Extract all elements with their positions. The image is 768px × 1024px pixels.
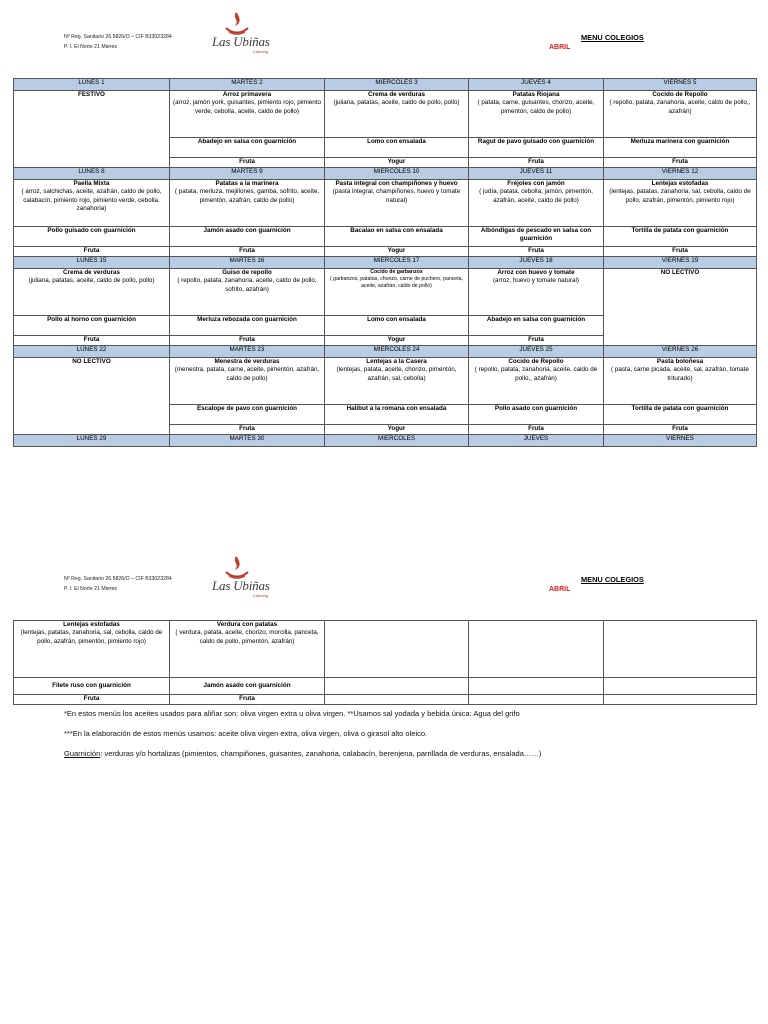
first-course-cell	[325, 358, 469, 405]
dish-ingredients: (lentejas, patatas, zanahoria, sal, cebolla, caldo de pollo, azafrán, pimentón, pimiento rojo)	[609, 188, 751, 204]
day-header: MARTES 2	[170, 79, 325, 91]
registration-info	[64, 32, 172, 52]
dish-ingredients: ( repollo, patata, zanahoria, aceite, caldo de pollo,, azafrán)	[474, 366, 598, 382]
empty-cell	[325, 621, 469, 678]
first-course-cell	[469, 91, 604, 138]
week-header-row	[14, 435, 757, 447]
dish-name: Verdura con patatas	[216, 621, 278, 628]
dessert-cell: Yogur	[325, 336, 469, 346]
dish-ingredients: ( repollo, patata, zanahoria, aceite, caldo de pollo,, azafrán)	[609, 99, 751, 115]
dish-name: Cocido de garbanzos	[370, 269, 423, 275]
first-course-cell	[469, 269, 604, 316]
dish-name: Lentejas estofadas	[651, 180, 709, 187]
dish-ingredients: ( repollo, patata, zanahoria, aceite, caldo de pollo, sofrito, azafrán)	[177, 277, 317, 293]
first-course-cell	[170, 621, 325, 678]
day-header: VIERNES	[604, 435, 757, 447]
dish-name: Lentejas estofadas	[63, 621, 120, 628]
first-course-cell	[604, 180, 757, 227]
first-course-cell	[14, 180, 170, 227]
first-course-row	[14, 91, 757, 138]
dish-ingredients: ( arroz, salchichas, aceite, azafrán, caldo de pollo, calabacín, pimiento rojo, pimiento verde, cebolla, zanahoria)	[21, 188, 162, 213]
empty-cell	[325, 678, 469, 695]
dish-name: Patatas Riojana	[512, 91, 560, 98]
dish-ingredients: ( garbanzos, patatas, chorizo, carne de puchero, panceta, aceite, azafrán, caldo de pollo)	[330, 276, 463, 289]
dessert-cell: Fruta	[170, 247, 325, 257]
dish-name: Arroz primavera	[222, 91, 272, 98]
dessert-row	[14, 695, 757, 705]
dish-name: Fréjoles con jamón	[507, 180, 565, 187]
day-header: JUEVES 25	[469, 346, 604, 358]
dessert-cell: Yogur	[325, 158, 469, 168]
day-header: MARTES 23	[170, 346, 325, 358]
first-course-cell	[14, 269, 170, 316]
dish-ingredients: ( patata, merluza, mejillones, gamba, sofrito, aceite, pimentón, azafrán, caldo de pollo)	[174, 188, 320, 204]
week-header-row	[14, 79, 757, 91]
dish-name: Lentejas a la Casera	[366, 358, 427, 365]
second-course-cell: Abadejo en salsa con guarnición	[170, 138, 325, 158]
first-course-cell	[325, 180, 469, 227]
company-logo	[212, 554, 282, 600]
dessert-cell: Yogur	[325, 247, 469, 257]
day-header: JUEVES 18	[469, 257, 604, 269]
empty-cell	[604, 678, 757, 695]
day-header: VIERNES 19	[604, 257, 757, 269]
second-course-cell: Merluza rebozada con guarnición	[170, 316, 325, 336]
second-course-cell: Jamón asado con guarnición	[170, 678, 325, 695]
dessert-cell: Fruta	[469, 425, 604, 435]
first-course-cell	[170, 91, 325, 138]
day-header: LUNES 1	[14, 79, 170, 91]
first-course-row	[14, 621, 757, 678]
empty-cell	[325, 695, 469, 705]
empty-cell	[469, 695, 604, 705]
dessert-cell: Fruta	[604, 247, 757, 257]
dessert-cell: Fruta	[170, 695, 325, 705]
dish-name: Cocido de Repollo	[508, 358, 564, 365]
company-logo	[212, 10, 282, 56]
dessert-cell: Fruta	[170, 158, 325, 168]
menu-title: MENU COLEGIOS	[581, 575, 644, 584]
day-header: MIERCOLES 10	[325, 168, 469, 180]
dish-ingredients: ( pasta, carne picada, aceite, sal, azafrán, tomate triturado)	[611, 366, 749, 382]
dish-name: Crema de verduras	[62, 269, 121, 276]
logo-subtitle: Catering	[253, 593, 269, 598]
empty-cell	[469, 678, 604, 695]
day-header: LUNES 8	[14, 168, 170, 180]
dessert-row	[14, 247, 757, 257]
day-header: LUNES 15	[14, 257, 170, 269]
note-elaboration: ***En la elaboración de estos menús usamos: aceite oliva virgen extra, oliva virgen, oliva o girasol alto oleico.	[64, 729, 428, 738]
first-course-cell	[469, 358, 604, 405]
first-course-cell	[14, 621, 170, 678]
second-course-row	[14, 227, 757, 247]
empty-cell	[604, 695, 757, 705]
first-course-cell	[604, 91, 757, 138]
reg-line-2: P. I. El Norte 21 Mieres	[64, 44, 117, 50]
dish-ingredients: (lentejas, patata, aceite, chorizo, pimentón, azafrán, sal, cebolla)	[336, 366, 457, 382]
menu-table-continuation	[13, 620, 757, 705]
menu-table-april	[13, 78, 757, 447]
first-course-cell	[604, 358, 757, 405]
day-header: MARTES 9	[170, 168, 325, 180]
day-header: JUEVES 11	[469, 168, 604, 180]
dish-ingredients: ( patata, carne, guisantes, chorizo, aceite, pimentón, caldo de pollo)	[477, 99, 595, 115]
day-header: MIERCOLES 3	[325, 79, 469, 91]
dessert-cell: Fruta	[170, 425, 325, 435]
dish-name: Cocido de Repollo	[652, 91, 708, 98]
week-header-row	[14, 257, 757, 269]
second-course-cell: Filete ruso con guarnición	[14, 678, 170, 695]
note-garnish	[64, 748, 541, 759]
logo-name: Las Ubiñas	[212, 578, 270, 593]
reg-line-1: Nº Reg. Sanitario 26.5826/O – CIF B33023284	[64, 34, 172, 40]
special-day-cell: NO LECTIVO	[14, 358, 170, 435]
dish-name: Paella Mixta	[73, 180, 110, 187]
day-header: LUNES 29	[14, 435, 170, 447]
second-course-cell: Halibut a la romana con ensalada	[325, 405, 469, 425]
note-oils: *En estos menús los aceites usados para aliñar son: oliva virgen extra u oliva virgen. **Usamos sal yodada y bebida única: Agua del grifo	[64, 709, 520, 718]
notes	[64, 708, 541, 768]
logo-subtitle: Catering	[253, 49, 269, 54]
dish-ingredients: ( judía, patata, cebolla, jamón, pimentón, azafrán, aceite, caldo de pollo)	[479, 188, 593, 204]
second-course-cell: Merluza marinera con guarnición	[604, 138, 757, 158]
second-course-row	[14, 678, 757, 695]
dessert-cell: Fruta	[14, 247, 170, 257]
second-course-cell: Ragut de pavo guisado con guarnición	[469, 138, 604, 158]
second-course-cell: Lomo con ensalada	[325, 138, 469, 158]
month-label: ABRIL	[549, 44, 571, 51]
flame-icon	[222, 10, 252, 36]
second-course-cell: Escalope de pavo con guarnición	[170, 405, 325, 425]
reg-line-2: P. I. El Norte 21 Mieres	[64, 586, 117, 592]
empty-cell	[469, 621, 604, 678]
day-header: MIERCOLES 24	[325, 346, 469, 358]
dish-ingredients: (pasta integral, champiñones, huevo y tomate natural)	[332, 188, 461, 204]
dessert-cell: Fruta	[469, 336, 604, 346]
dish-name: Patatas a la marinera	[215, 180, 279, 187]
flame-icon	[222, 554, 252, 580]
dessert-cell: Fruta	[14, 695, 170, 705]
day-header: VIERNES 26	[604, 346, 757, 358]
dessert-cell: Fruta	[604, 425, 757, 435]
dessert-cell: Yogur	[325, 425, 469, 435]
second-course-cell: Abadejo en salsa con guarnición	[469, 316, 604, 336]
empty-cell	[604, 621, 757, 678]
dish-ingredients: (lentejas, patatas, zanahoria, sal, cebolla, caldo de pollo, azafrán, pimentón, pimiento rojo)	[20, 629, 163, 645]
dish-name: Menestra de verduras	[214, 358, 280, 365]
day-header: VIERNES 12	[604, 168, 757, 180]
day-header: MIERCOLES	[325, 435, 469, 447]
dessert-cell: Fruta	[170, 336, 325, 346]
first-course-row	[14, 180, 757, 227]
dish-ingredients: (arroz, huevo y tomate natural)	[492, 277, 580, 285]
dish-ingredients: ( verdura, patata, aceite, chorizo, morcilla, panceta, caldo de pollo, pimentón, azafrán)	[175, 629, 319, 645]
second-course-cell: Pollo asado con guarnición	[469, 405, 604, 425]
week-header-row	[14, 168, 757, 180]
first-course-row	[14, 358, 757, 405]
dish-name: Guiso de repollo	[222, 269, 272, 276]
second-course-cell: Pollo al horno con guarnición	[14, 316, 170, 336]
day-header: VIERNES 5	[604, 79, 757, 91]
reg-line-1: Nº Reg. Sanitario 26.5826/O – CIF B33023284	[64, 576, 172, 582]
first-course-cell	[469, 180, 604, 227]
dish-name: Arroz con huevo y tomate	[497, 269, 575, 276]
dessert-cell: Fruta	[14, 336, 170, 346]
dish-ingredients: (menestra, patata, carne, aceite, pimentón, azafrán, caldo de pollo)	[174, 366, 320, 382]
dessert-cell: Fruta	[604, 158, 757, 168]
month-label: ABRIL	[549, 586, 571, 593]
dish-name: Pasta boloñesa	[656, 358, 704, 365]
dish-ingredients: (juliana, patatas, aceite, caldo de pollo, pollo)	[333, 99, 460, 107]
first-course-cell	[170, 358, 325, 405]
day-header: JUEVES 4	[469, 79, 604, 91]
dessert-cell: Fruta	[469, 247, 604, 257]
logo-name: Las Ubiñas	[212, 34, 270, 49]
second-course-cell: Jamón asado con guarnición	[170, 227, 325, 247]
dish-name: Crema de verduras	[367, 91, 426, 98]
menu-title: MENU COLEGIOS	[581, 33, 644, 42]
day-header: MIERCOLES 17	[325, 257, 469, 269]
garnish-label: Guarnición	[64, 749, 101, 758]
week-header-row	[14, 346, 757, 358]
first-course-cell	[325, 91, 469, 138]
second-course-cell: Bacalao en salsa con ensalada	[325, 227, 469, 247]
page-header-2	[0, 548, 768, 608]
day-header: LUNES 22	[14, 346, 170, 358]
dish-ingredients: (juliana, patatas, aceite, caldo de pollo, pollo)	[28, 277, 155, 285]
second-course-cell: Tortilla de patata con guarnición	[604, 227, 757, 247]
second-course-cell: Lomo con ensalada	[325, 316, 469, 336]
special-day-cell: FESTIVO	[14, 91, 170, 168]
dish-name: Pasta integral con champiñones y huevo	[335, 180, 458, 187]
day-header: JUEVES	[469, 435, 604, 447]
first-course-cell	[170, 269, 325, 316]
second-course-cell: Albóndigas de pescado en salsa con guarnición	[469, 227, 604, 247]
day-header: MARTES 16	[170, 257, 325, 269]
first-course-cell	[170, 180, 325, 227]
day-header: MARTES 30	[170, 435, 325, 447]
special-day-cell: NO LECTIVO	[604, 269, 757, 346]
first-course-cell	[325, 269, 469, 316]
page-header-1	[0, 0, 768, 60]
dish-ingredients: (arroz, jamón york, guisantes, pimiento rojo, pimiento verde, cebolla, aceite, caldo de pollo)	[172, 99, 322, 115]
first-course-row	[14, 269, 757, 316]
second-course-cell: Pollo guisado con guarnición	[14, 227, 170, 247]
garnish-text: : verduras y/o hortalizas (pimientos, champiñones, guisantes, zanahoria, calabacín, berenjena, parrillada de verduras, ensalada……)	[100, 749, 542, 758]
registration-info	[64, 574, 172, 594]
second-course-cell: Tortilla de patata con guarnición	[604, 405, 757, 425]
dessert-cell: Fruta	[469, 158, 604, 168]
